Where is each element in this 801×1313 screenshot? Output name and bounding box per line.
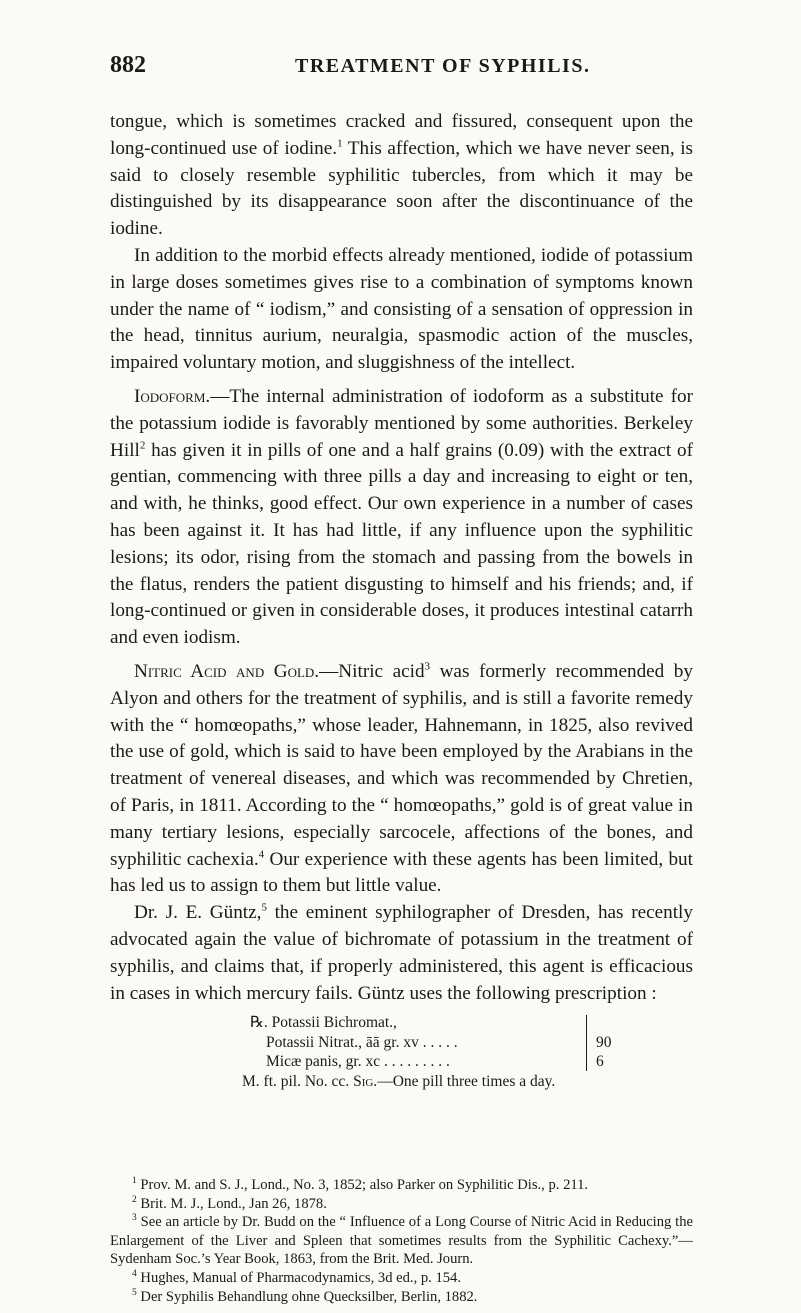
running-head: TREATMENT OF SYPHILIS. xyxy=(295,55,591,77)
page-header xyxy=(110,52,700,82)
footnote-ref-5[interactable]: 5 xyxy=(261,901,267,914)
footnote: $^4$ Hughes, Manual of Pharmacodynamics, 3d ed., p. 154. xyxy=(132,1269,461,1286)
footnote-ref-2[interactable]: 2 xyxy=(139,439,146,452)
paragraph-guntz: Dr. J. E. Güntz,$^5$ the eminent syphilographer of Dresden, has recently advocated again the value of bichromate of potassium in the treatment of syphilis, and claims that, if properly administered, this agent is efficacious in cases in which mercury fails. Güntz uses the following prescription : xyxy=(110,901,693,1004)
paragraph-continuation: tongue, which is sometimes cracked and fissured, consequent upon the long-continued use of iodine.$^1$ This affection, which we have never seen, is said to closely resemble syphilitic tubercles, from which it may be distinguished by its disappearance soon after the discontinuance of the iodine. xyxy=(110,111,693,240)
footnote: $^2$ Brit. M. J., Lond., Jan 26, 1878. xyxy=(132,1194,327,1212)
prescription xyxy=(242,1013,612,1091)
prescription-quantity: 90 xyxy=(596,1033,612,1051)
prescription-line: ℞. Potassii Bichromat., xyxy=(250,1014,397,1032)
footnote: $^3$ See an article by Dr. Budd on the “ Influence of a Long Course of Nitric Acid in Reducing the Enlargement of the Liver and Spleen that sometimes results from the Syphilitic Cachexy.”—Sydenham Soc.’s Year Book, 1863, from the Brit. Med. Journ. xyxy=(110,1213,693,1268)
footnotes xyxy=(110,1176,693,1306)
section-head-iodoform: Iodoform. xyxy=(134,385,211,407)
footnote: $^5$ Der Syphilis Behandlung ohne Quecksilber, Berlin, 1882. xyxy=(132,1287,478,1305)
paragraph-iodoform: Iodoform.—The internal administration of iodoform as a substitute for the potassium iodide is favorably mentioned by some authorities. Berkeley Hill$^2$ has given it in pills of one and a half grains (0.09) with the extract of gentian, commencing with three pills a day and increasing to eight or ten, and with, he thinks, good effect. Our own experience in a number of cases has been against it. It has had little, if any influence upon the syphilitic lesions; its odor, rising from the stomach and passing from the bowels in the flatus, renders the patient disgusting to himself and his friends; and, if long-continued or given in considerable doses, it produces intestinal catarrh and even iodism. xyxy=(110,385,693,649)
page-number: 882 xyxy=(110,52,146,78)
body-text xyxy=(110,109,693,1091)
prescription-directions: M. ft. pil. No. cc. Sig.—One pill three times a day. xyxy=(242,1072,556,1090)
paragraph-iodism: In addition to the morbid effects already mentioned, iodide of potassium in large doses sometimes gives rise to a combination of symptoms known under the name of “ iodism,” and consisting of a sensation of oppression in the head, tinnitus aurium, neuralgia, spasmodic action of the muscles, impaired voluntary motion, and sluggishness of the intellect. xyxy=(110,244,693,374)
paragraph-nitric-acid-gold: Nitric Acid and Gold.—Nitric acid$^3$ was formerly recommended by Alyon and others for the treatment of syphilis, and is still a favorite remedy with the “ homœopaths,” whose leader, Hahnemann, in 1825, also revived the use of gold, which is said to have been employed by the Arabians in the treatment of venereal diseases, and which was recommended by Chretien, of Paris, in 1811. According to the “ homœopaths,” gold is of great value in many tertiary lesions, especially sarcocele, affections of the bones, and syphilitic cachexia.$^4$ Our experience with these agents has been limited, but has led us to assign to them but little value. xyxy=(110,660,693,897)
footnote-ref-3[interactable]: 3 xyxy=(424,660,431,673)
footnote-ref-4[interactable]: 4 xyxy=(258,848,265,861)
footnote-ref-1[interactable]: 1 xyxy=(337,137,343,150)
prescription-quantity: 6 xyxy=(596,1053,604,1071)
prescription-line: Potassii Nitrat., āā gr. xv . . . . . 90 xyxy=(266,1033,612,1051)
section-head-nitric-acid-gold: Nitric Acid and Gold. xyxy=(134,660,320,682)
prescription-line: Micæ panis, gr. xc . . . . . . . . . 6 xyxy=(266,1053,604,1071)
footnote: $^1$ Prov. M. and S. J., Lond., No. 3, 1852; also Parker on Syphilitic Dis., p. 211. xyxy=(132,1176,589,1193)
